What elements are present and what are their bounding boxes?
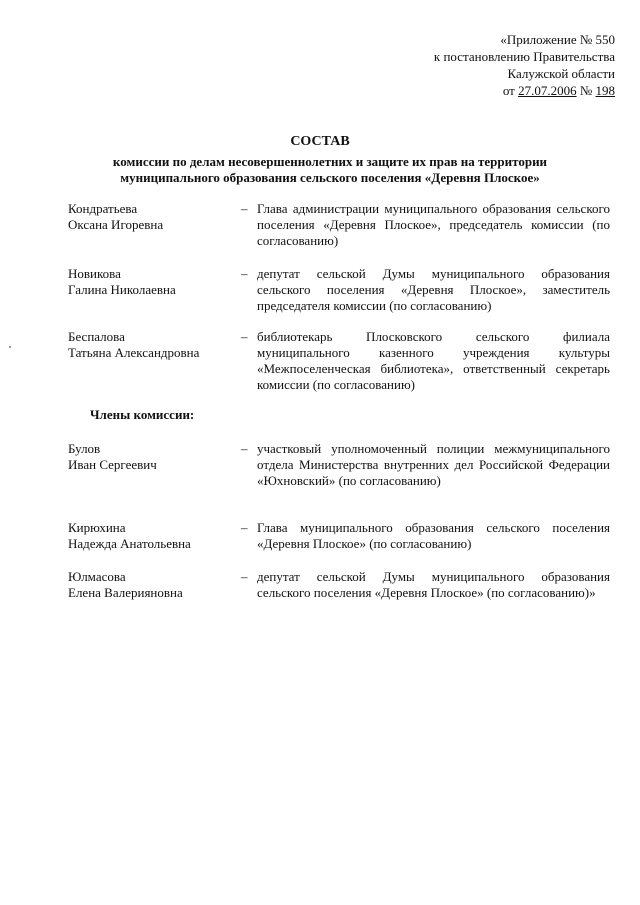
appendix-date: 27.07.2006 (518, 83, 577, 98)
dash-separator: – (241, 329, 248, 344)
appendix-line-1: «Приложение № 550 (500, 32, 615, 47)
member-name (68, 329, 238, 361)
dash-separator: – (241, 569, 248, 584)
appendix-block (434, 31, 615, 99)
member-given-name: Татьяна Александровна (68, 345, 200, 360)
appendix-line-3: Калужской области (507, 66, 615, 81)
member-role: библиотекарь Плосковского сельского филиала муниципального казенного учреждения культуры «Межпоселенческая библиотека», ответственный секретарь комиссии (по согласованию) (257, 329, 610, 392)
subtitle-line-1: комиссии по делам несовершеннолетних и защите их прав на территории (112, 154, 548, 169)
member-name (68, 520, 238, 552)
appendix-date-prefix: от (502, 83, 519, 98)
member-surname: Кирюхина (68, 520, 126, 535)
member-role: депутат сельской Думы муниципального образования сельского поселения «Деревня Плоское» (по согласованию)» (257, 569, 610, 600)
members-heading: Члены комиссии: (90, 407, 195, 422)
dash-separator: – (241, 201, 248, 216)
member-surname: Кондратьева (68, 201, 138, 216)
appendix-number-prefix: № (576, 83, 596, 98)
scan-mark (9, 346, 11, 348)
member-role: Глава муниципального образования сельского поселения «Деревня Плоское» (по согласованию) (257, 520, 610, 551)
member-surname: Беспалова (68, 329, 125, 344)
member-role: Глава администрации муниципального образования сельского поселения «Деревня Плоское», председатель комиссии (по согласованию) (257, 201, 610, 248)
member-surname: Булов (68, 441, 101, 456)
member-role: участковый уполномоченный полиции межмуниципального отдела Министерства внутренних дел Российской Федерации «Юхновский» (по согласованию) (257, 441, 610, 488)
subtitle-line-2: муниципального образования сельского поселения «Деревня Плоское» (120, 170, 540, 185)
member-given-name: Оксана Игоревна (68, 217, 164, 232)
member-given-name: Иван Сергеевич (68, 457, 157, 472)
document-subtitle (40, 154, 620, 186)
member-given-name: Галина Николаевна (68, 282, 176, 297)
member-given-name: Надежда Анатольевна (68, 536, 191, 551)
document-title: СОСТАВ (290, 134, 350, 149)
appendix-line-4 (434, 82, 615, 99)
appendix-line-2: к постановлению Правительства (433, 49, 615, 64)
appendix-number: 198 (595, 83, 615, 98)
member-surname: Юлмасова (68, 569, 126, 584)
member-surname: Новикова (68, 266, 121, 281)
member-name (68, 441, 238, 473)
member-name (68, 266, 238, 298)
member-role: депутат сельской Думы муниципального образования сельского поселения «Деревня Плоское», заместитель председателя комиссии (по согласованию) (257, 266, 610, 313)
member-name (68, 569, 238, 601)
dash-separator: – (241, 266, 248, 281)
dash-separator: – (241, 520, 248, 535)
member-name (68, 201, 238, 233)
member-given-name: Елена Валерияновна (68, 585, 183, 600)
dash-separator: – (241, 441, 248, 456)
